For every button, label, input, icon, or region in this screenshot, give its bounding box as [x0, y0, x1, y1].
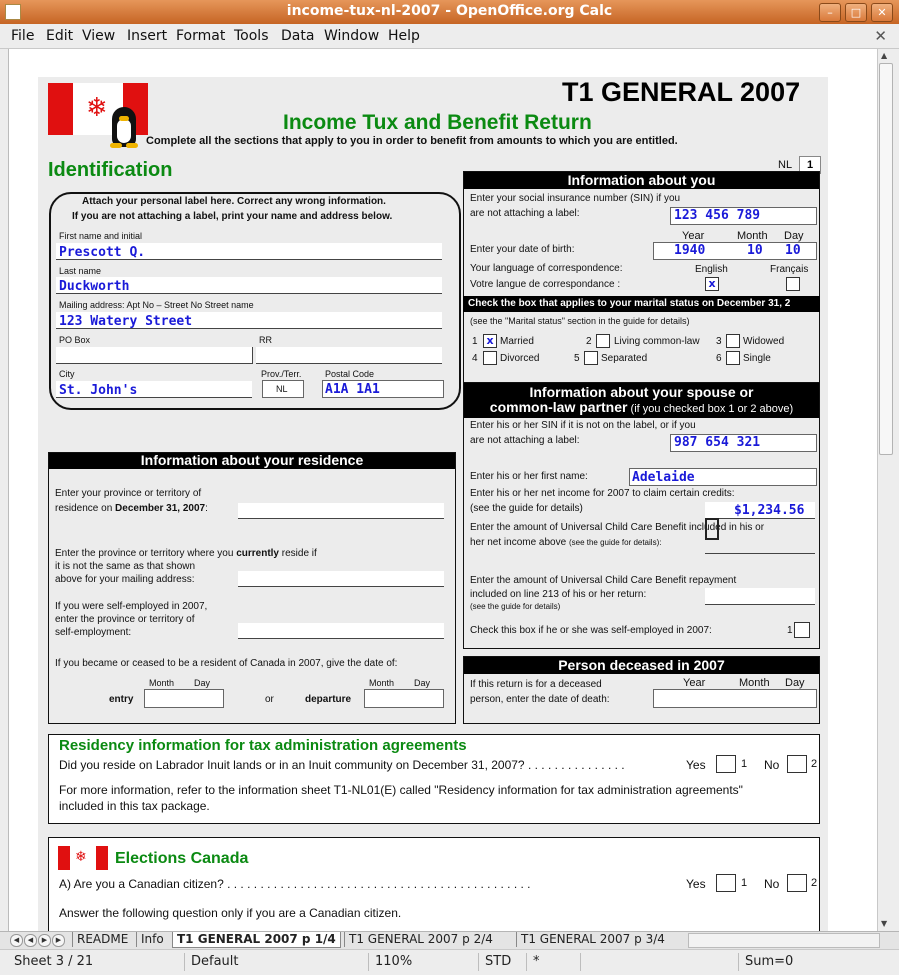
- day-label: Day: [784, 230, 804, 242]
- close-window-button[interactable]: ✕: [871, 3, 893, 22]
- citizen-no-checkbox[interactable]: [787, 874, 807, 892]
- province-code: NL: [778, 159, 793, 171]
- previous-sheet-icon[interactable]: ◀: [24, 934, 37, 947]
- horizontal-scrollbar[interactable]: [688, 933, 880, 948]
- status-bar: [0, 949, 899, 975]
- next-sheet-icon[interactable]: ▶: [38, 934, 51, 947]
- self-employed-label: Check this box if he or she was self-employed in 2007:: [470, 625, 712, 636]
- separated-checkbox[interactable]: [584, 351, 598, 365]
- month-label: Month: [737, 230, 768, 242]
- widowed-checkbox[interactable]: [726, 334, 740, 348]
- po-box-label: PO Box: [59, 335, 91, 345]
- tab-info[interactable]: Info: [136, 932, 168, 947]
- spouse-income-label-1: Enter his or her net income for 2007 to claim certain credits:: [470, 488, 735, 499]
- uccb-label-2: [470, 537, 661, 548]
- postal-label: Postal Code: [325, 369, 375, 379]
- rr-label: RR: [259, 335, 272, 345]
- deceased-month-label: Month: [739, 677, 770, 689]
- uccb-label-1: Enter the amount of Universal Child Care Benefit included in his or: [470, 522, 765, 533]
- elections-heading: Elections Canada: [115, 850, 249, 867]
- residence-province-field[interactable]: [238, 503, 444, 519]
- spouse-heading-line1: Information about your spouse or: [529, 384, 754, 400]
- residence-q3-line1: If you were self-employed in 2007,: [55, 601, 208, 612]
- menu-help[interactable]: Help: [388, 28, 420, 44]
- marital-note: (see the "Marital status" section in the guide for details): [470, 316, 690, 326]
- residency-more-1: For more information, refer to the information sheet T1-NL01(E) called "Residency information for tax administration agreements": [59, 783, 743, 797]
- dob-month-value: 10: [747, 243, 763, 258]
- entry-label: entry: [109, 694, 134, 705]
- status-zoom[interactable]: 110%: [368, 953, 412, 971]
- status-married: Married: [500, 336, 534, 347]
- city-value: St. John's: [59, 383, 138, 398]
- residency-question: Did you reside on Labrador Inuit lands or in an Inuit community on December 31, 2007? . . . . . . . . . . . . . . .: [59, 758, 625, 772]
- scroll-up-icon[interactable]: ▲: [881, 51, 888, 60]
- status-single: Single: [743, 353, 771, 364]
- residency-yes-label: Yes: [686, 758, 706, 772]
- tab-readme[interactable]: README: [72, 932, 132, 947]
- citizen-yes-num: 1: [741, 877, 748, 889]
- residence-q4: If you became or ceased to be a resident of Canada in 2007, give the date of:: [55, 658, 398, 669]
- page-number-box: 1: [799, 156, 821, 174]
- residence-q3-line2: enter the province or territory of: [55, 614, 195, 625]
- residency-more-2: included in this tax package.: [59, 799, 210, 813]
- uccb-field[interactable]: [705, 537, 815, 554]
- english-checkbox[interactable]: x: [705, 277, 719, 291]
- t1-form: [38, 77, 828, 931]
- married-checkbox[interactable]: x: [483, 334, 497, 348]
- spouse-income-label-2: (see the guide for details): [470, 503, 583, 514]
- residence-heading: Information about your residence: [48, 452, 456, 469]
- uccb-note: (see the guide for details):: [568, 538, 662, 547]
- deceased-text-2: person, enter the date of death:: [470, 694, 610, 705]
- tab-t1-p1[interactable]: T1 GENERAL 2007 p 1/4: [172, 932, 341, 948]
- residence-q2-line3: above for your mailing address:: [55, 574, 195, 585]
- status-signature: [580, 953, 697, 971]
- divorced-checkbox[interactable]: [483, 351, 497, 365]
- last-sheet-icon[interactable]: ▶: [52, 934, 65, 947]
- status-selection-mode[interactable]: STD: [478, 953, 511, 971]
- citizen-question: A) Are you a Canadian citizen? . . . . . . . . . . . . . . . . . . . . . . . . . . . . . . . . . . . . . . . . . . . . . .: [59, 877, 531, 891]
- sin-label-1: Enter your social insurance number (SIN) if you: [470, 193, 681, 204]
- departure-date-field[interactable]: [364, 689, 444, 708]
- first-sheet-icon[interactable]: ◀: [10, 934, 23, 947]
- deceased-day-label: Day: [785, 677, 805, 689]
- menu-file[interactable]: File: [11, 28, 35, 44]
- repay-label-2: included on line 213 of his or her return:: [470, 589, 647, 600]
- po-box-field[interactable]: [56, 347, 253, 364]
- minimize-button[interactable]: –: [819, 3, 841, 22]
- spouse-first-name-label: Enter his or her first name:: [470, 471, 588, 482]
- self-employed-num: 1: [787, 625, 793, 636]
- departure-month-label: Month: [369, 678, 395, 688]
- canada-flag-icon: ❄: [48, 83, 148, 135]
- spouse-heading-note: (if you checked box 1 or 2 above): [627, 403, 794, 415]
- first-name-value: Prescott Q.: [59, 245, 146, 260]
- citizen-followup: Answer the following question only if you are a Canadian citizen.: [59, 906, 402, 920]
- status-sheet: Sheet 3 / 21: [14, 954, 94, 969]
- residence-q3-line3: self-employment:: [55, 627, 132, 638]
- title-bar: [0, 0, 899, 24]
- menu-view[interactable]: View: [82, 28, 116, 44]
- deceased-year-label: Year: [683, 677, 706, 689]
- status-modified: *: [526, 953, 540, 971]
- citizen-yes-label: Yes: [686, 877, 706, 891]
- residency-no-num: 2: [811, 758, 818, 770]
- residency-no-checkbox[interactable]: [787, 755, 807, 773]
- departure-day-label: Day: [414, 678, 431, 688]
- last-name-label: Last name: [59, 266, 102, 276]
- entry-month-label: Month: [149, 678, 175, 688]
- single-checkbox[interactable]: [726, 351, 740, 365]
- tab-t1-p2[interactable]: T1 GENERAL 2007 p 2/4: [344, 932, 497, 947]
- status-widowed: Widowed: [743, 336, 785, 347]
- first-name-label: First name and initial: [59, 231, 143, 241]
- dob-label: Enter your date of birth:: [470, 244, 575, 255]
- citizen-no-label: No: [764, 877, 780, 891]
- residence-q2-c: reside if: [279, 548, 317, 559]
- language-label-2: Votre langue de correspondance :: [470, 279, 621, 290]
- window-title: income-tux-nl-2007 - OpenOffice.org Calc: [286, 3, 613, 19]
- francais-label: Français: [770, 264, 809, 275]
- status-3-num: 3: [716, 336, 722, 347]
- cell-cursor: [705, 518, 719, 540]
- menu-tools[interactable]: Tools: [234, 28, 269, 44]
- vertical-scroll-thumb[interactable]: [879, 63, 893, 455]
- citizen-yes-checkbox[interactable]: [716, 874, 736, 892]
- menu-data[interactable]: Data: [281, 28, 315, 44]
- residency-yes-num: 1: [741, 758, 748, 770]
- last-name-value: Duckworth: [59, 279, 130, 294]
- scroll-down-icon[interactable]: ▼: [881, 919, 888, 928]
- language-label-1: Your language of correspondence:: [470, 263, 623, 274]
- spouse-sin-label-2: are not attaching a label:: [470, 435, 580, 446]
- status-common-law: Living common-law: [614, 336, 700, 347]
- about-you-heading: Information about you: [463, 171, 820, 189]
- spouse-heading-line2: common-law partner: [489, 399, 628, 415]
- sheet-tab-bar: [0, 931, 899, 949]
- menu-bar: [0, 24, 899, 49]
- spouse-income-value: $1,234.56: [734, 503, 805, 518]
- prov-value: NL: [276, 384, 288, 394]
- spouse-self-employed-checkbox[interactable]: [794, 622, 810, 638]
- sin-value: 123 456 789: [674, 208, 761, 223]
- status-2-num: 2: [586, 336, 592, 347]
- form-title: T1 GENERAL 2007: [562, 77, 801, 107]
- prov-label: Prov./Terr.: [261, 369, 302, 379]
- residence-q2-currently: currently: [236, 548, 279, 559]
- status-sum: Sum=0: [738, 953, 793, 971]
- repay-label-1: Enter the amount of Universal Child Care Benefit repayment: [470, 575, 737, 586]
- status-separated: Separated: [601, 353, 648, 364]
- or-label: or: [265, 694, 274, 705]
- entry-date-field[interactable]: [144, 689, 224, 708]
- self-employment-province-field[interactable]: [238, 623, 444, 639]
- entry-day-label: Day: [194, 678, 211, 688]
- form-subtitle: Income Tux and Benefit Return: [283, 111, 592, 134]
- elections-flag-icon: ❄: [58, 846, 108, 870]
- form-instruction: Complete all the sections that apply to you in order to benefit from amounts to which you are entitled.: [146, 135, 678, 147]
- residence-q2-line2: it is not the same as that shown: [55, 561, 196, 572]
- sheet-view[interactable]: [8, 49, 877, 931]
- residence-q1-date: December 31, 2007: [115, 503, 206, 514]
- citizen-no-num: 2: [811, 877, 818, 889]
- deceased-text-1: If this return is for a deceased: [470, 679, 602, 690]
- vertical-scrollbar[interactable]: [877, 49, 893, 931]
- spouse-sin-value: 987 654 321: [674, 435, 761, 450]
- sin-label-2: are not attaching a label:: [470, 208, 580, 219]
- residency-info-heading: Residency information for tax administration agreements: [59, 737, 467, 754]
- english-label: English: [695, 264, 728, 275]
- residence-q1-prefix: residence on: [55, 503, 116, 514]
- francais-checkbox[interactable]: [786, 277, 800, 291]
- maximize-button[interactable]: □: [845, 3, 867, 22]
- city-label: City: [59, 369, 75, 379]
- residence-q1-line2: residence on December 31, 2007:: [55, 503, 208, 514]
- status-5-num: 5: [574, 353, 580, 364]
- residency-yes-checkbox[interactable]: [716, 755, 736, 773]
- marital-heading: Check the box that applies to your marital status on December 31, 2: [463, 296, 820, 312]
- residence-q1-line1: Enter your province or territory of: [55, 488, 202, 499]
- current-residence-field[interactable]: [238, 571, 444, 587]
- departure-label: departure: [305, 694, 352, 705]
- identification-heading: Identification: [48, 159, 173, 181]
- label-note-1: Attach your personal label here. Correct any wrong information.: [82, 196, 386, 207]
- repay-note: (see the guide for details): [470, 602, 561, 611]
- status-1-num: 1: [472, 336, 478, 347]
- residency-no-label: No: [764, 758, 780, 772]
- spouse-sin-label-1: Enter his or her SIN if it is not on the label, or if you: [470, 420, 696, 431]
- status-4-num: 4: [472, 353, 478, 364]
- year-label: Year: [682, 230, 705, 242]
- menu-insert[interactable]: Insert: [127, 28, 168, 44]
- menu-edit[interactable]: Edit: [46, 28, 74, 44]
- dob-year-value: 1940: [674, 243, 706, 258]
- dob-day-value: 10: [785, 243, 801, 258]
- address-label: Mailing address: Apt No – Street No Street name: [59, 300, 254, 310]
- date-of-death-field[interactable]: [653, 689, 817, 708]
- status-page-style[interactable]: Default: [184, 953, 239, 971]
- uccb-label-2-text: her net income above: [470, 537, 567, 548]
- deceased-heading: Person deceased in 2007: [463, 656, 820, 674]
- common-law-checkbox[interactable]: [596, 334, 610, 348]
- status-6-num: 6: [716, 353, 722, 364]
- menu-window[interactable]: Window: [324, 28, 380, 44]
- tux-penguin-icon: [106, 107, 142, 149]
- residence-q2-line1: [55, 548, 317, 559]
- status-divorced: Divorced: [500, 353, 540, 364]
- menu-format[interactable]: Format: [176, 28, 226, 44]
- residence-q2-a: Enter the province or territory where you: [55, 548, 237, 559]
- address-value: 123 Watery Street: [59, 314, 193, 329]
- spouse-first-name-value: Adelaide: [632, 470, 695, 485]
- repay-field[interactable]: [705, 588, 815, 605]
- rr-field[interactable]: [256, 347, 442, 364]
- label-note-2: If you are not attaching a label, print your name and address below.: [72, 211, 393, 222]
- postal-value: A1A 1A1: [325, 382, 380, 397]
- close-document-icon[interactable]: ✕: [874, 27, 887, 45]
- tab-t1-p3[interactable]: T1 GENERAL 2007 p 3/4: [516, 932, 685, 947]
